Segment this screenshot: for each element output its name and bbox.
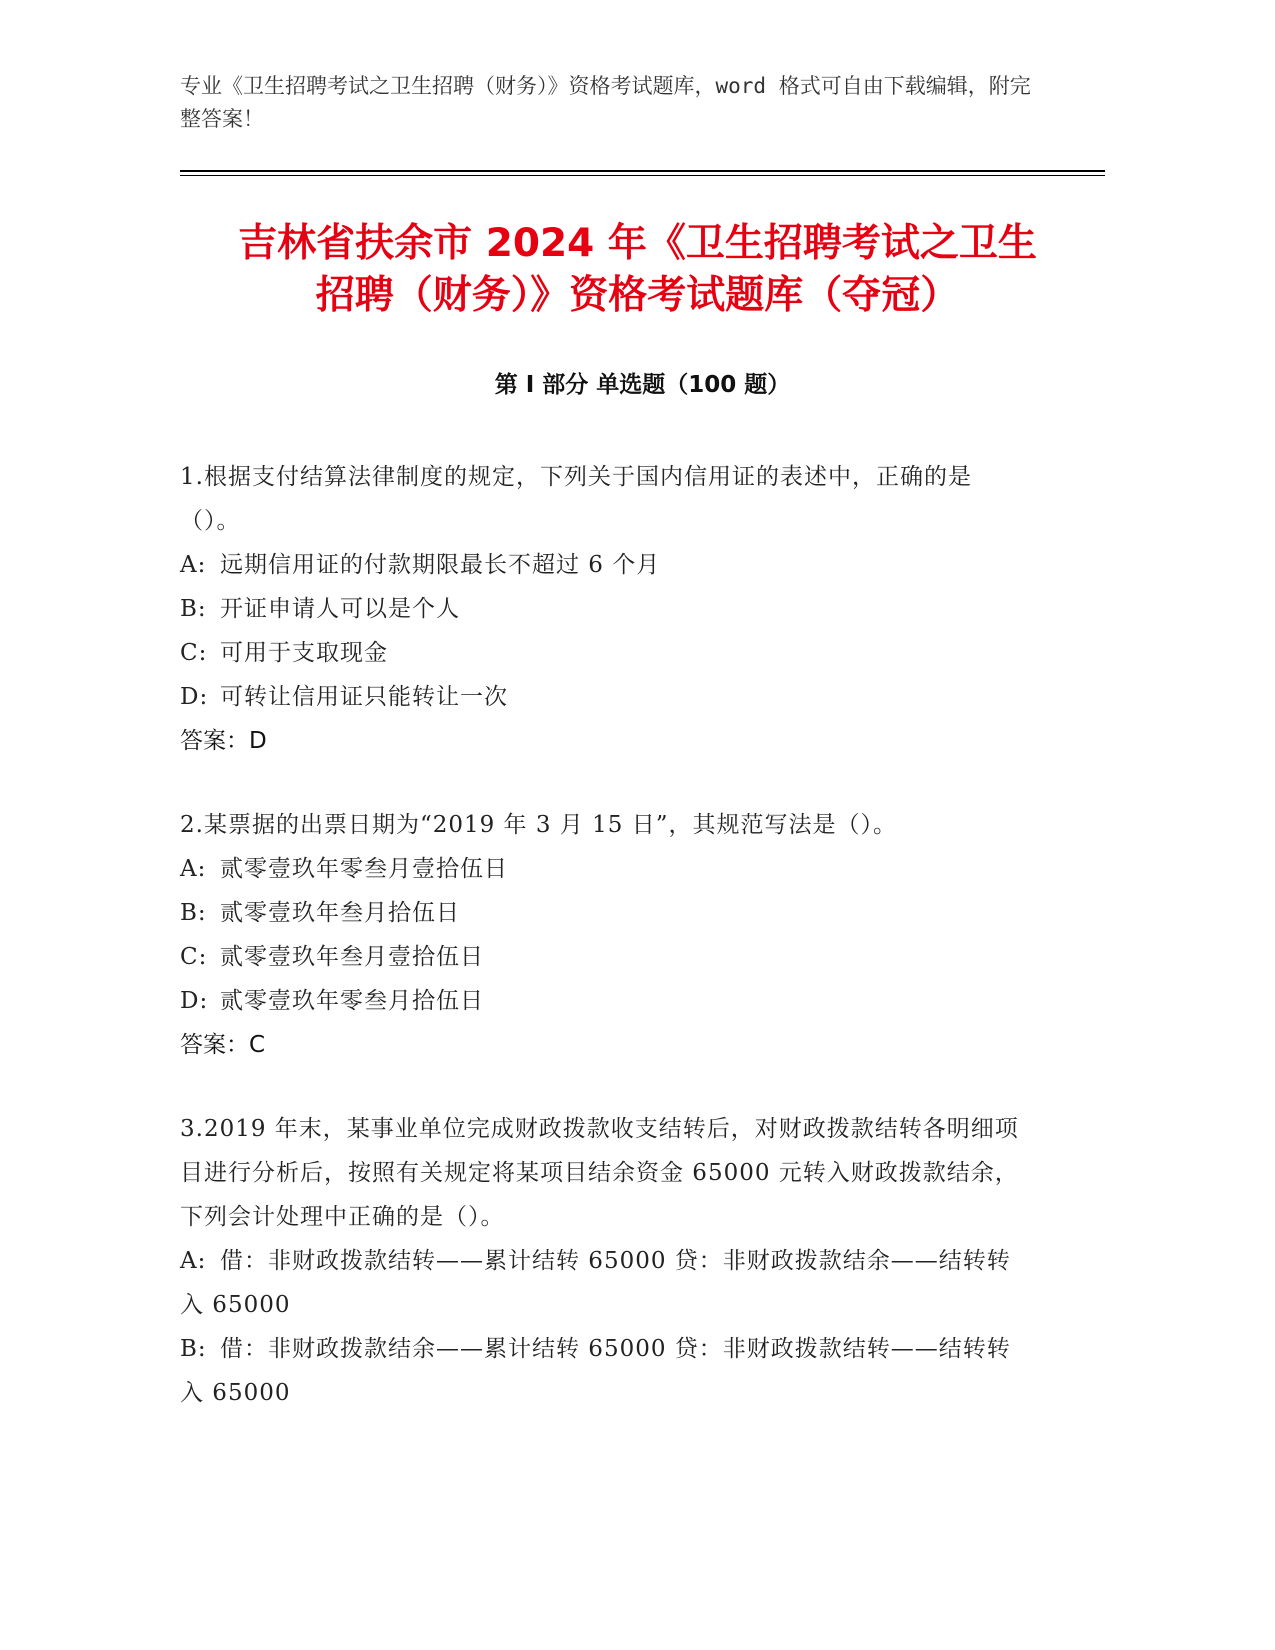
header-divider-thin bbox=[180, 175, 1105, 176]
document-title bbox=[150, 218, 1125, 322]
option-d bbox=[180, 979, 1030, 1023]
question-stem: 3.2019 年末，某事业单位完成财政拨款收支结转后，对财政拨款结转各明细项目进行分析后，按照有关规定将某项目结余资金 65000 元转入财政拨款结余，下列会计处理中正确的是（）。 bbox=[180, 1116, 1019, 1230]
option-b bbox=[180, 891, 1030, 935]
question-1 bbox=[180, 455, 1030, 763]
title-line-1: 吉林省扶余市 2024 年《卫生招聘考试之卫生 bbox=[238, 221, 1037, 266]
option-key: B: bbox=[180, 596, 207, 622]
option-key: D: bbox=[180, 684, 209, 710]
option-text: 贰零壹玖年零叁月壹拾伍日 bbox=[220, 856, 508, 882]
option-text: 开证申请人可以是个人 bbox=[220, 596, 460, 622]
question-stem: 2.某票据的出票日期为“2019 年 3 月 15 日”，其规范写法是（）。 bbox=[180, 812, 897, 838]
option-text: 远期信用证的付款期限最长不超过 6 个月 bbox=[220, 552, 661, 578]
option-text: 可用于支取现金 bbox=[220, 640, 388, 666]
answer-line: 答案：C bbox=[180, 1032, 266, 1058]
option-b bbox=[180, 1327, 1030, 1415]
question-2 bbox=[180, 803, 1030, 1067]
header-divider-thick bbox=[180, 170, 1105, 172]
option-key: A: bbox=[180, 856, 207, 882]
option-a bbox=[180, 543, 1030, 587]
option-a bbox=[180, 847, 1030, 891]
header-note: 专业《卫生招聘考试之卫生招聘（财务）》资格考试题库，word 格式可自由下载编辑，附完整答案！ bbox=[180, 74, 1031, 131]
section-title: 第 I 部分 单选题（100 题） bbox=[494, 372, 791, 398]
option-c bbox=[180, 631, 1030, 675]
option-a bbox=[180, 1239, 1030, 1327]
title-line-2: 招聘（财务）》资格考试题库（夺冠） bbox=[315, 273, 960, 318]
option-text: 借：非财政拨款结转——累计结转 65000 贷：非财政拨款结余——结转转入 65000 bbox=[180, 1248, 1011, 1318]
option-text: 贰零壹玖年叁月拾伍日 bbox=[220, 900, 460, 926]
option-key: A: bbox=[180, 1248, 207, 1274]
question-stem: 1.根据支付结算法律制度的规定，下列关于国内信用证的表述中，正确的是（）。 bbox=[180, 464, 972, 534]
answer-line: 答案：D bbox=[180, 728, 267, 754]
question-3 bbox=[180, 1107, 1030, 1415]
option-key: D: bbox=[180, 988, 209, 1014]
option-key: A: bbox=[180, 552, 207, 578]
option-key: C: bbox=[180, 640, 208, 666]
question-list bbox=[180, 455, 1030, 1455]
option-c bbox=[180, 935, 1030, 979]
option-key: B: bbox=[180, 1336, 207, 1362]
option-text: 贰零壹玖年叁月壹拾伍日 bbox=[220, 944, 484, 970]
option-d bbox=[180, 675, 1030, 719]
option-text: 可转让信用证只能转让一次 bbox=[220, 684, 508, 710]
option-key: B: bbox=[180, 900, 207, 926]
option-b bbox=[180, 587, 1030, 631]
option-text: 贰零壹玖年零叁月拾伍日 bbox=[220, 988, 484, 1014]
option-text: 借：非财政拨款结余——累计结转 65000 贷：非财政拨款结转——结转转入 65000 bbox=[180, 1336, 1011, 1406]
option-key: C: bbox=[180, 944, 208, 970]
